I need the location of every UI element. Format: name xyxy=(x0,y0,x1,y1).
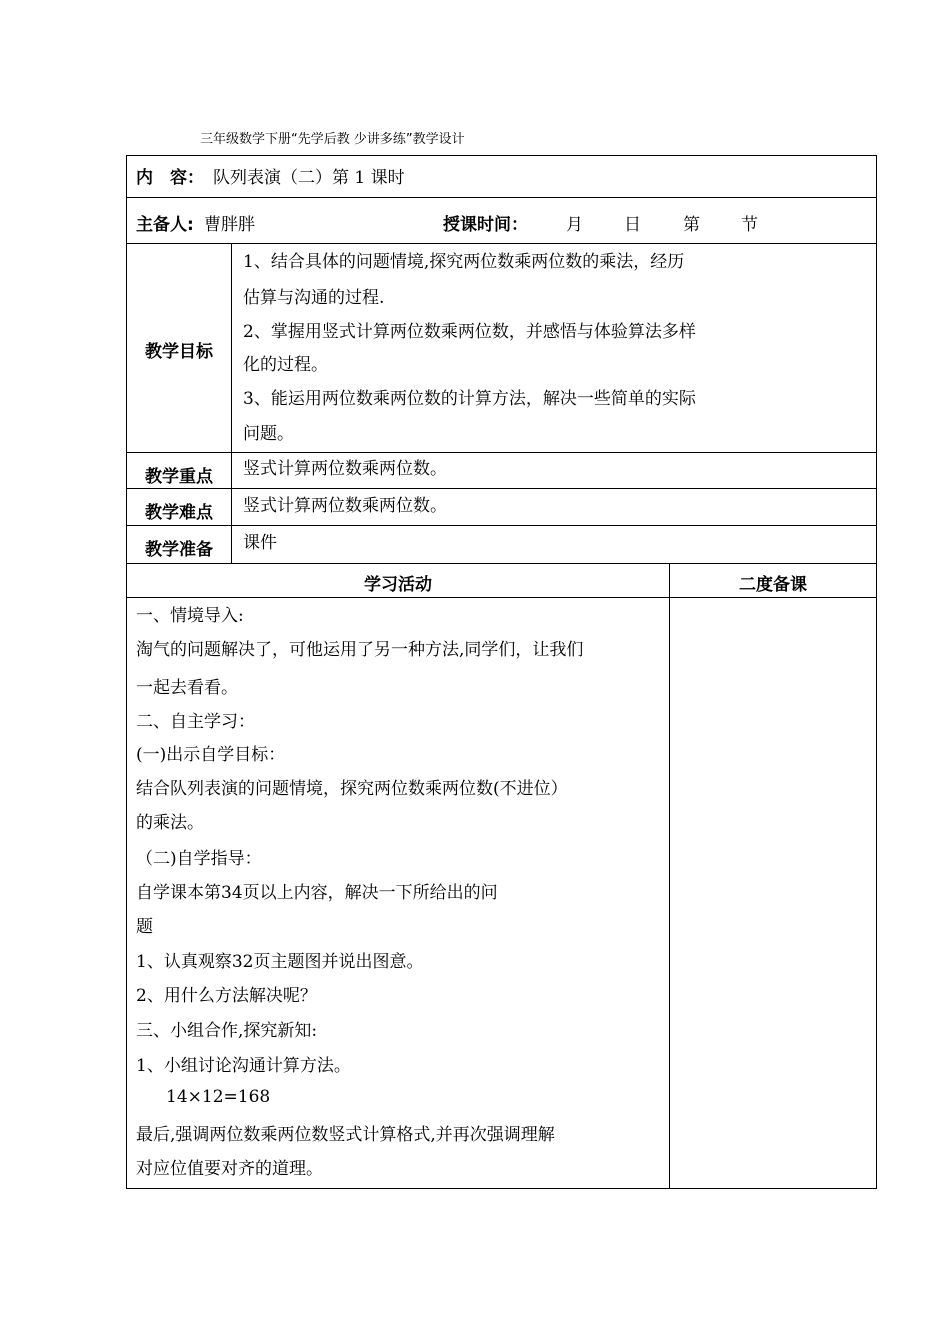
activity-line: 自学课本第34页以上内容，解决一下所给出的问 xyxy=(136,883,498,903)
month-label: 月 xyxy=(566,215,583,235)
class-time-label: 授课时间： xyxy=(443,215,528,235)
activity-header: 学习活动 xyxy=(364,575,432,595)
key-point-label: 教学重点 xyxy=(145,467,213,487)
activity-line: 淘气的问题解决了，可他运用了另一种方法,同学们，让我们 xyxy=(136,640,584,660)
preparation-row xyxy=(127,526,876,564)
activity-line: 一起去看看。 xyxy=(136,678,238,698)
activity-line: 结合队列表演的问题情境，探究两位数乘两位数(不进位） xyxy=(136,779,568,799)
ordinal-label: 第 xyxy=(683,215,700,235)
day-label: 日 xyxy=(624,215,641,235)
preparer-label: 主备人: xyxy=(136,215,194,235)
objective-line: 问题。 xyxy=(243,424,294,444)
objective-line: 2、掌握用竖式计算两位数乘两位数，并感悟与体验算法多样 xyxy=(243,322,696,342)
objectives-label: 教学目标 xyxy=(145,342,213,362)
content-label: 内 容： xyxy=(136,168,204,188)
objective-line: 3、能运用两位数乘两位数的计算方法，解决一些简单的实际 xyxy=(243,389,696,409)
activity-line: 14×12=168 xyxy=(166,1087,271,1107)
objective-line: 1、结合具体的问题情境,探究两位数乘两位数的乘法，经历 xyxy=(243,252,685,272)
activity-line: (一)出示自学目标： xyxy=(136,745,286,765)
activity-line: 对应位值要对齐的道理。 xyxy=(136,1159,323,1179)
period-label: 节 xyxy=(741,215,758,235)
objective-line: 化的过程。 xyxy=(243,355,328,375)
key-point-value: 竖式计算两位数乘两位数。 xyxy=(243,459,447,479)
activity-line: 1、认真观察32页主题图并说出图意。 xyxy=(136,952,424,972)
content-value: 队列表演（二）第 1 课时 xyxy=(213,168,405,188)
revision-header: 二度备课 xyxy=(739,575,807,595)
activity-line: 题 xyxy=(136,917,153,937)
activity-line: 2、用什么方法解决呢？ xyxy=(136,986,317,1006)
label-column-divider xyxy=(231,244,232,564)
difficulty-label: 教学难点 xyxy=(145,503,213,523)
activity-line: 三、小组合作,探究新知: xyxy=(136,1021,318,1041)
difficulty-row xyxy=(127,489,876,526)
document-title: 三年级数学下册“先学后教 少讲多练”教学设计 xyxy=(200,132,465,147)
preparation-value: 课件 xyxy=(243,533,277,553)
activity-line: （二)自学指导： xyxy=(136,849,262,869)
key-point-row xyxy=(127,453,876,489)
activity-line: 一、情境导入: xyxy=(136,606,244,626)
activity-line: 二、自主学习： xyxy=(136,712,255,732)
lesson-plan-table xyxy=(126,155,877,1189)
preparer-name: 曹胖胖 xyxy=(204,215,255,235)
objectives-row xyxy=(127,244,876,453)
revision-notes-cell xyxy=(670,598,877,1188)
difficulty-value: 竖式计算两位数乘两位数。 xyxy=(243,496,447,516)
objective-line: 估算与沟通的过程. xyxy=(243,288,385,308)
activity-line: 1、小组讨论沟通计算方法。 xyxy=(136,1056,351,1076)
preparer-row xyxy=(127,198,876,244)
content-row xyxy=(127,156,876,198)
activity-header-row xyxy=(127,564,876,598)
preparation-label: 教学准备 xyxy=(145,540,213,560)
activity-line: 最后,强调两位数乘两位数竖式计算格式,并再次强调理解 xyxy=(136,1125,555,1145)
activity-content xyxy=(127,598,669,1188)
activity-line: 的乘法。 xyxy=(136,813,204,833)
